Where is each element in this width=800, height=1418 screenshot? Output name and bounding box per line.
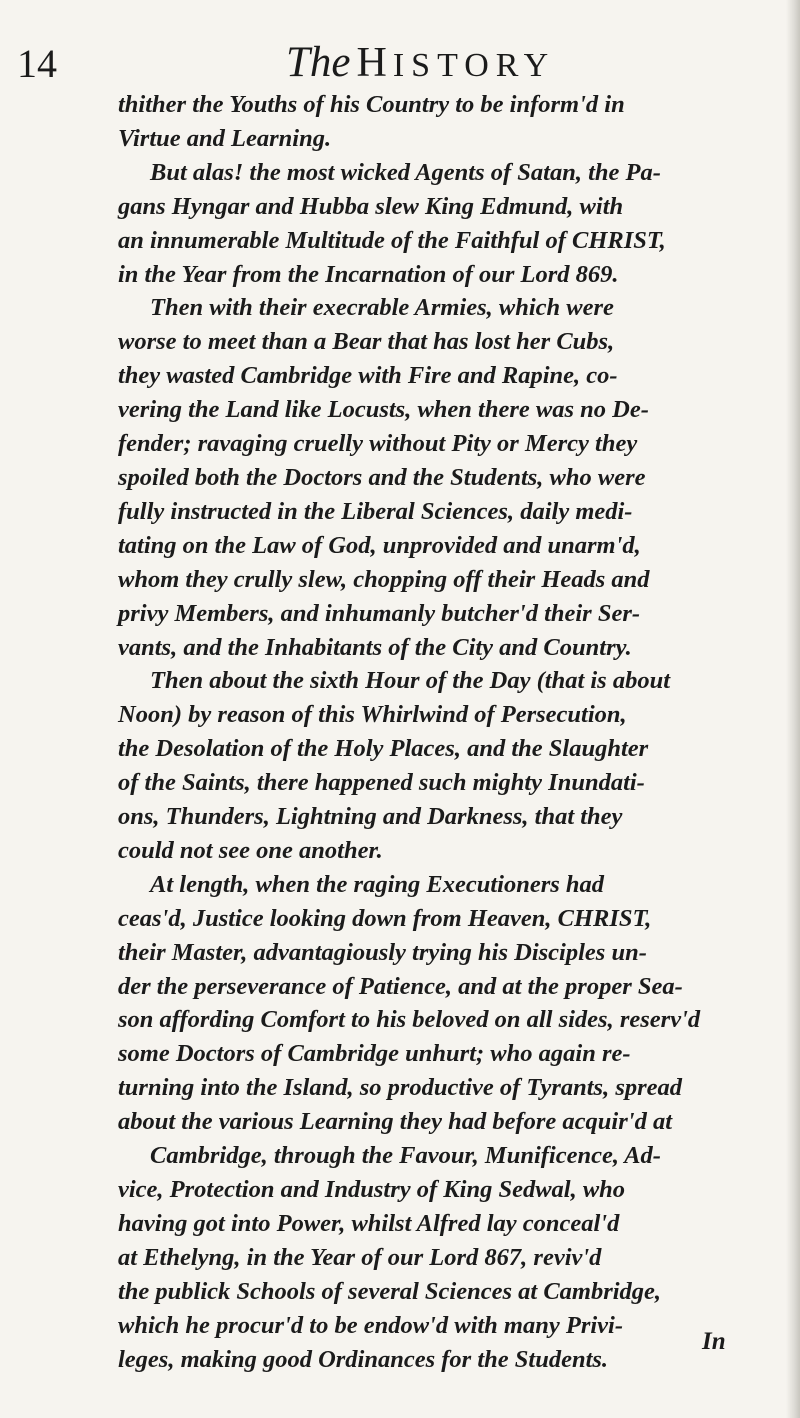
page-edge-shadow <box>786 0 800 1418</box>
catchword: In <box>702 1328 726 1355</box>
text-line: of the Saints, there happened such mighty Inundati- <box>118 769 645 797</box>
page-header <box>0 18 800 88</box>
running-title-history-rest: ISTORY <box>392 47 556 84</box>
text-line: worse to meet than a Bear that has lost her Cubs, <box>118 328 615 356</box>
text-line: son affording Comfort to his beloved on all sides, reserv'd <box>118 1006 701 1034</box>
text-line: tating on the Law of God, unprovided and unarm'd, <box>118 531 641 559</box>
text-line: leges, making good Ordinances for the Students. <box>118 1345 609 1373</box>
running-title <box>286 40 555 89</box>
text-line: having got into Power, whilst Alfred lay conceal'd <box>118 1209 620 1237</box>
text-line: vering the Land like Locusts, when there was no De- <box>118 396 649 424</box>
text-line: vice, Protection and Industry of King Sedwal, who <box>118 1176 626 1203</box>
text-line: Then about the sixth Hour of the Day (that is about <box>150 667 671 695</box>
text-line: in the Year from the Incarnation of our Lord 869. <box>118 260 619 288</box>
text-line: Virtue and Learning. <box>118 124 332 152</box>
text-line: at Ethelyng, in the Year of our Lord 867, reviv'd <box>118 1243 602 1271</box>
text-line: Noon) by reason of this Whirlwind of Persecution, <box>118 701 627 729</box>
text-line: gans Hyngar and Hubba slew King Edmund, with <box>118 192 624 220</box>
text-line: ceas'd, Justice looking down from Heaven, CHRIST, <box>118 904 652 932</box>
text-line: turning into the Island, so productive of Tyrants, spread <box>118 1074 683 1102</box>
running-title-the: The <box>286 39 351 86</box>
text-line: ons, Thunders, Lightning and Darkness, that they <box>118 803 623 831</box>
text-line: vants, and the Inhabitants of the City and Country. <box>118 633 632 661</box>
text-line: they wasted Cambridge with Fire and Rapine, co- <box>118 362 618 390</box>
text-line: der the perseverance of Patience, and at the proper Sea- <box>118 972 683 1000</box>
running-title-history-initial: H <box>356 40 393 86</box>
text-line: At length, when the raging Executioners had <box>150 870 605 898</box>
text-line: could not see one another. <box>118 836 383 864</box>
text-line: But alas! the most wicked Agents of Satan, the Pa- <box>150 158 661 186</box>
text-line: thither the Youths of his Country to be inform'd in <box>118 91 625 118</box>
text-line: an innumerable Multitude of the Faithful of CHRIST, <box>118 226 666 254</box>
page-number: 14 <box>17 41 57 86</box>
text-line: which he procur'd to be endow'd with many Privi- <box>118 1311 624 1339</box>
text-line: fender; ravaging cruelly without Pity or Mercy they <box>118 430 638 458</box>
text-line: some Doctors of Cambridge unhurt; who again re- <box>118 1040 631 1068</box>
text-line: whom they crully slew, chopping off their Heads and <box>118 565 650 593</box>
text-line: Cambridge, through the Favour, Munificence, Ad- <box>150 1142 661 1170</box>
text-line: privy Members, and inhumanly butcher'd their Ser- <box>118 599 641 627</box>
text-line: Then with their execrable Armies, which were <box>150 294 614 322</box>
text-line: the publick Schools of several Sciences at Cambridge, <box>118 1277 662 1305</box>
text-line: spoiled both the Doctors and the Students, who were <box>118 463 646 491</box>
text-line: fully instructed in the Liberal Sciences, daily medi- <box>118 497 633 525</box>
text-line: the Desolation of the Holy Places, and the Slaughter <box>118 735 649 763</box>
text-line: their Master, advantagiously trying his Disciples un- <box>118 938 647 966</box>
body-text <box>118 88 782 1376</box>
text-line: about the various Learning they had before acquir'd at <box>118 1108 673 1136</box>
